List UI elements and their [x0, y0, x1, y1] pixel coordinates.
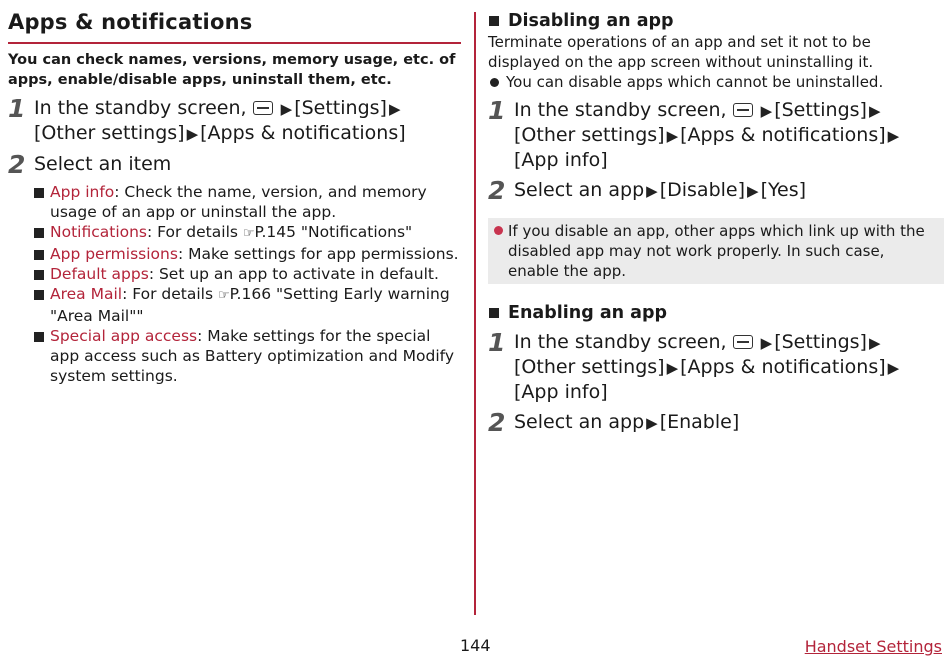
list-item: Area Mail: For details ☞P.166 "Setting Early warning "Area Mail"" [34, 284, 463, 326]
intro-text: You can check names, versions, memory usage, etc. of apps, enable/disable apps, uninstall them, etc. [8, 52, 456, 88]
list-item: App info: Check the name, version, and memory usage of an app or uninstall the app. [34, 182, 463, 222]
step-text: In the standby screen, ▶ [Settings] ▶ [Other settings] ▶ [Apps & notifications] [34, 97, 406, 144]
right-triangle-icon: ▶ [868, 334, 881, 352]
step-1 [8, 96, 463, 146]
right-triangle-icon: ▶ [666, 127, 679, 145]
right-triangle-icon: ▶ [747, 182, 759, 200]
left-column [8, 0, 463, 386]
page-number: 144 [460, 636, 491, 655]
list-item: App permissions: Make settings for app permissions. [34, 244, 463, 264]
right-triangle-icon: ▶ [760, 334, 773, 352]
disabling-description: Terminate operations of an app and set it not to be displayed on the app screen without uninstalling it. [488, 33, 874, 71]
reference-hand-icon: ☞ [217, 288, 230, 303]
disabling-bullet: You can disable apps which cannot be uninstalled. [488, 72, 944, 92]
right-column [488, 0, 944, 436]
enabling-step-2 [488, 410, 944, 436]
list-item: Special app access: Make settings for the special app access such as Battery optimization and Modify system settings. [34, 326, 463, 386]
right-triangle-icon: ▶ [280, 100, 293, 118]
right-triangle-icon: ▶ [887, 127, 900, 145]
step-text: Select an app ▶ [Disable] ▶ [Yes] [514, 179, 807, 201]
section-heading-disabling: Disabling an app [488, 10, 944, 32]
section-link-handset-settings[interactable]: Handset Settings [804, 637, 942, 656]
right-triangle-icon: ▶ [760, 102, 773, 120]
item-link-special-app-access[interactable]: Special app access [50, 327, 198, 345]
step-number: 1 [488, 96, 506, 125]
caution-note: If you disable an app, other apps which link up with the disabled app may not work properly. In such case, enable the app. [488, 218, 944, 284]
step-number: 2 [488, 408, 506, 437]
right-triangle-icon: ▶ [868, 102, 881, 120]
disabling-step-1 [488, 98, 944, 172]
section-heading-enabling: Enabling an app [488, 302, 944, 324]
step-text: In the standby screen, ▶ [Settings] ▶ [Other settings] ▶ [Apps & notifications] ▶ [App info] [514, 331, 900, 403]
right-triangle-icon: ▶ [887, 359, 900, 377]
item-link-app-info[interactable]: App info [50, 183, 115, 201]
menu-key-icon [733, 103, 753, 117]
column-divider [474, 12, 476, 615]
step-number: 1 [8, 94, 26, 123]
item-link-area-mail[interactable]: Area Mail [50, 285, 123, 303]
step-2 [8, 152, 463, 178]
item-link-default-apps[interactable]: Default apps [50, 265, 149, 283]
right-triangle-icon: ▶ [186, 125, 199, 143]
menu-key-icon [733, 335, 753, 349]
right-triangle-icon: ▶ [646, 414, 658, 432]
step-text: In the standby screen, ▶ [Settings] ▶ [Other settings] ▶ [Apps & notifications] ▶ [App info] [514, 99, 900, 171]
item-link-app-permissions[interactable]: App permissions [50, 245, 178, 263]
list-item: Notifications: For details ☞P.145 "Notifications" [34, 222, 463, 244]
disabling-step-2 [488, 178, 944, 204]
step-number: 2 [8, 150, 26, 179]
step-number: 1 [488, 328, 506, 357]
title-underline [8, 42, 461, 44]
right-triangle-icon: ▶ [388, 100, 401, 118]
right-triangle-icon: ▶ [666, 359, 679, 377]
right-triangle-icon: ▶ [646, 182, 658, 200]
page-title: Apps & notifications [8, 10, 253, 34]
item-list [34, 182, 463, 386]
reference-hand-icon: ☞ [242, 226, 255, 241]
enabling-step-1 [488, 330, 944, 404]
list-item: Default apps: Set up an app to activate in default. [34, 264, 463, 284]
step-text: Select an item [34, 153, 172, 175]
step-number: 2 [488, 176, 506, 205]
item-link-notifications[interactable]: Notifications [50, 223, 148, 241]
menu-key-icon [253, 101, 273, 115]
step-text: Select an app ▶ [Enable] [514, 411, 740, 433]
